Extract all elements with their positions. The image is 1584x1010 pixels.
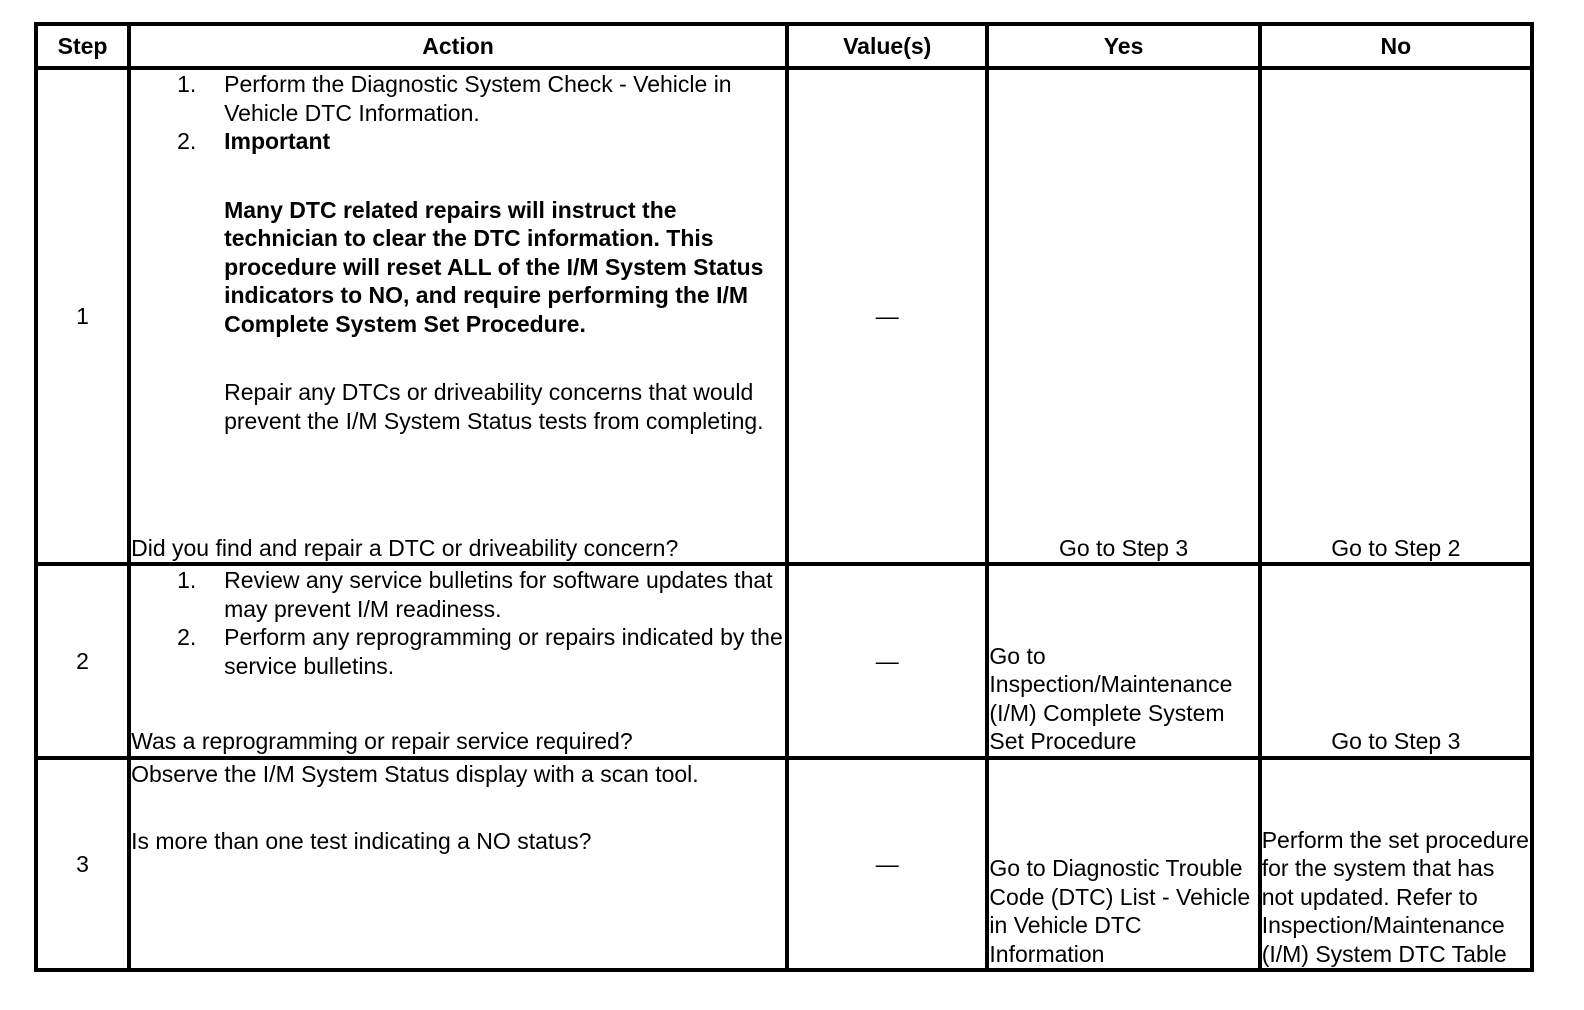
list-item [131, 70, 785, 127]
no-cell: Go to Step 3 [1260, 564, 1532, 757]
header-row [36, 24, 1532, 68]
no-cell: Go to Step 2 [1260, 68, 1532, 564]
yes-cell: Go to Inspection/Maintenance (I/M) Complete System Set Procedure [987, 564, 1259, 757]
value-cell: — [787, 564, 987, 757]
list-item [131, 566, 785, 623]
value-cell: — [787, 758, 987, 970]
table-row [36, 68, 1532, 564]
question-text: Did you find and repair a DTC or driveability concern? [131, 534, 679, 561]
item-number: 2. [177, 624, 197, 651]
item-text: Perform the Diagnostic System Check - Vehicle in Vehicle DTC Information. [224, 71, 732, 126]
important-label: Important [224, 128, 331, 154]
item-number: 2. [177, 128, 197, 154]
value-cell: — [787, 68, 987, 564]
action-steps [131, 70, 785, 156]
action-cell [129, 68, 787, 564]
yes-cell: Go to Step 3 [987, 68, 1259, 564]
action-cell [129, 564, 787, 757]
item-number: 1. [177, 567, 197, 594]
question-text: Was a reprogramming or repair service required? [131, 728, 633, 755]
header-yes: Yes [987, 24, 1259, 68]
item-text: Review any service bulletins for software updates that may prevent I/M readiness. [224, 567, 773, 622]
header-action: Action [129, 24, 787, 68]
list-item [131, 623, 785, 680]
action-cell [129, 758, 787, 970]
diagnostic-table [34, 22, 1534, 972]
list-item [131, 127, 785, 156]
yes-cell: Go to Diagnostic Trouble Code (DTC) List - Vehicle in Vehicle DTC Information [987, 758, 1259, 970]
step-number: 1 [36, 68, 129, 564]
step-number: 3 [36, 758, 129, 970]
important-text: Many DTC related repairs will instruct the technician to clear the DTC information. This procedure will reset ALL of the I/M System Status indicators to NO, and require performing the I/M Complete System Set Procedure. [224, 196, 764, 337]
item-number: 1. [177, 71, 197, 97]
note-text: Repair any DTCs or driveability concerns that would prevent the I/M System Status tests from completing. [224, 379, 764, 434]
header-step: Step [36, 24, 129, 68]
observe-text: Observe the I/M System Status display with a scan tool. [131, 760, 699, 787]
header-values: Value(s) [787, 24, 987, 68]
header-no: No [1260, 24, 1532, 68]
step-number: 2 [36, 564, 129, 757]
table-row [36, 758, 1532, 970]
no-cell: Perform the set procedure for the system that has not updated. Refer to Inspection/Maintenance (I/M) System DTC Table [1260, 758, 1532, 970]
item-text: Perform any reprogramming or repairs indicated by the service bulletins. [224, 624, 783, 679]
question-text: Is more than one test indicating a NO status? [131, 828, 592, 855]
table-row [36, 564, 1532, 757]
action-steps [131, 566, 785, 680]
